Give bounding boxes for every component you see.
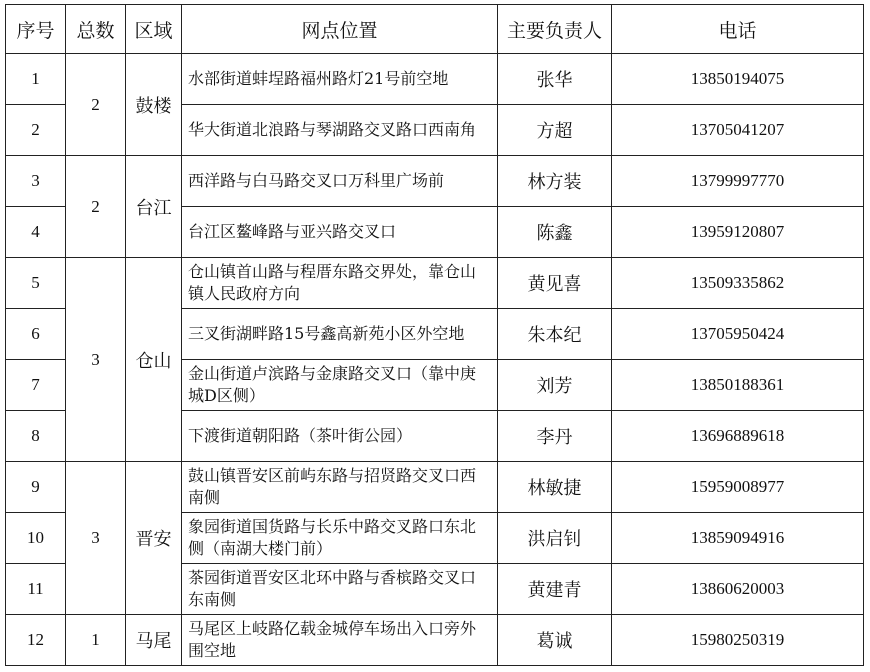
- location-cell: 金山街道卢滨路与金康路交叉口（靠中庚城D区侧）: [182, 360, 498, 411]
- person-cell: 葛诚: [498, 615, 612, 666]
- seq-cell: 9: [6, 462, 66, 513]
- header-area: 区域: [126, 5, 182, 54]
- table-row: [6, 54, 864, 105]
- location-cell: 马尾区上岐路亿载金城停车场出入口旁外围空地: [182, 615, 498, 666]
- area-cell: 晋安: [126, 462, 182, 615]
- seq-cell: 6: [6, 309, 66, 360]
- outlet-table: [5, 4, 864, 666]
- header-seq: 序号: [6, 5, 66, 54]
- phone-cell: 13860620003: [612, 564, 864, 615]
- seq-cell: 10: [6, 513, 66, 564]
- table-row: [6, 462, 864, 513]
- header-location: 网点位置: [182, 5, 498, 54]
- seq-cell: 12: [6, 615, 66, 666]
- phone-cell: 13859094916: [612, 513, 864, 564]
- person-cell: 洪启钊: [498, 513, 612, 564]
- location-cell: 台江区鳌峰路与亚兴路交叉口: [182, 207, 498, 258]
- area-cell: 马尾: [126, 615, 182, 666]
- person-cell: 黄见喜: [498, 258, 612, 309]
- header-row: [6, 5, 864, 54]
- location-cell: 西洋路与白马路交叉口万科里广场前: [182, 156, 498, 207]
- location-cell: 象园街道国货路与长乐中路交叉路口东北侧（南湖大楼门前）: [182, 513, 498, 564]
- person-cell: 李丹: [498, 411, 612, 462]
- header-total: 总数: [66, 5, 126, 54]
- table-row: [6, 156, 864, 207]
- location-cell: 华大街道北浪路与琴湖路交叉路口西南角: [182, 105, 498, 156]
- person-cell: 刘芳: [498, 360, 612, 411]
- person-cell: 陈鑫: [498, 207, 612, 258]
- seq-cell: 8: [6, 411, 66, 462]
- area-cell: 仓山: [126, 258, 182, 462]
- seq-cell: 2: [6, 105, 66, 156]
- location-cell: 三叉街湖畔路15号鑫高新苑小区外空地: [182, 309, 498, 360]
- person-cell: 林方装: [498, 156, 612, 207]
- phone-cell: 13705041207: [612, 105, 864, 156]
- total-cell: 3: [66, 258, 126, 462]
- total-cell: 3: [66, 462, 126, 615]
- person-cell: 林敏捷: [498, 462, 612, 513]
- person-cell: 黄建青: [498, 564, 612, 615]
- phone-cell: 15980250319: [612, 615, 864, 666]
- table-row: [6, 615, 864, 666]
- area-cell: 台江: [126, 156, 182, 258]
- phone-cell: 13959120807: [612, 207, 864, 258]
- location-cell: 下渡街道朝阳路（茶叶街公园）: [182, 411, 498, 462]
- seq-cell: 4: [6, 207, 66, 258]
- seq-cell: 11: [6, 564, 66, 615]
- phone-cell: 13705950424: [612, 309, 864, 360]
- seq-cell: 7: [6, 360, 66, 411]
- seq-cell: 5: [6, 258, 66, 309]
- phone-cell: 13509335862: [612, 258, 864, 309]
- phone-cell: 13850188361: [612, 360, 864, 411]
- total-cell: 2: [66, 54, 126, 156]
- location-cell: 仓山镇首山路与程厝东路交界处，靠仓山镇人民政府方向: [182, 258, 498, 309]
- header-phone: 电话: [612, 5, 864, 54]
- location-cell: 水部街道蚌埕路福州路灯21号前空地: [182, 54, 498, 105]
- total-cell: 2: [66, 156, 126, 258]
- location-cell: 茶园街道晋安区北环中路与香槟路交叉口东南侧: [182, 564, 498, 615]
- area-cell: 鼓楼: [126, 54, 182, 156]
- person-cell: 方超: [498, 105, 612, 156]
- person-cell: 朱本纪: [498, 309, 612, 360]
- phone-cell: 13799997770: [612, 156, 864, 207]
- phone-cell: 15959008977: [612, 462, 864, 513]
- seq-cell: 3: [6, 156, 66, 207]
- person-cell: 张华: [498, 54, 612, 105]
- header-person: 主要负责人: [498, 5, 612, 54]
- location-cell: 鼓山镇晋安区前屿东路与招贤路交叉口西南侧: [182, 462, 498, 513]
- phone-cell: 13850194075: [612, 54, 864, 105]
- seq-cell: 1: [6, 54, 66, 105]
- phone-cell: 13696889618: [612, 411, 864, 462]
- total-cell: 1: [66, 615, 126, 666]
- table-row: [6, 258, 864, 309]
